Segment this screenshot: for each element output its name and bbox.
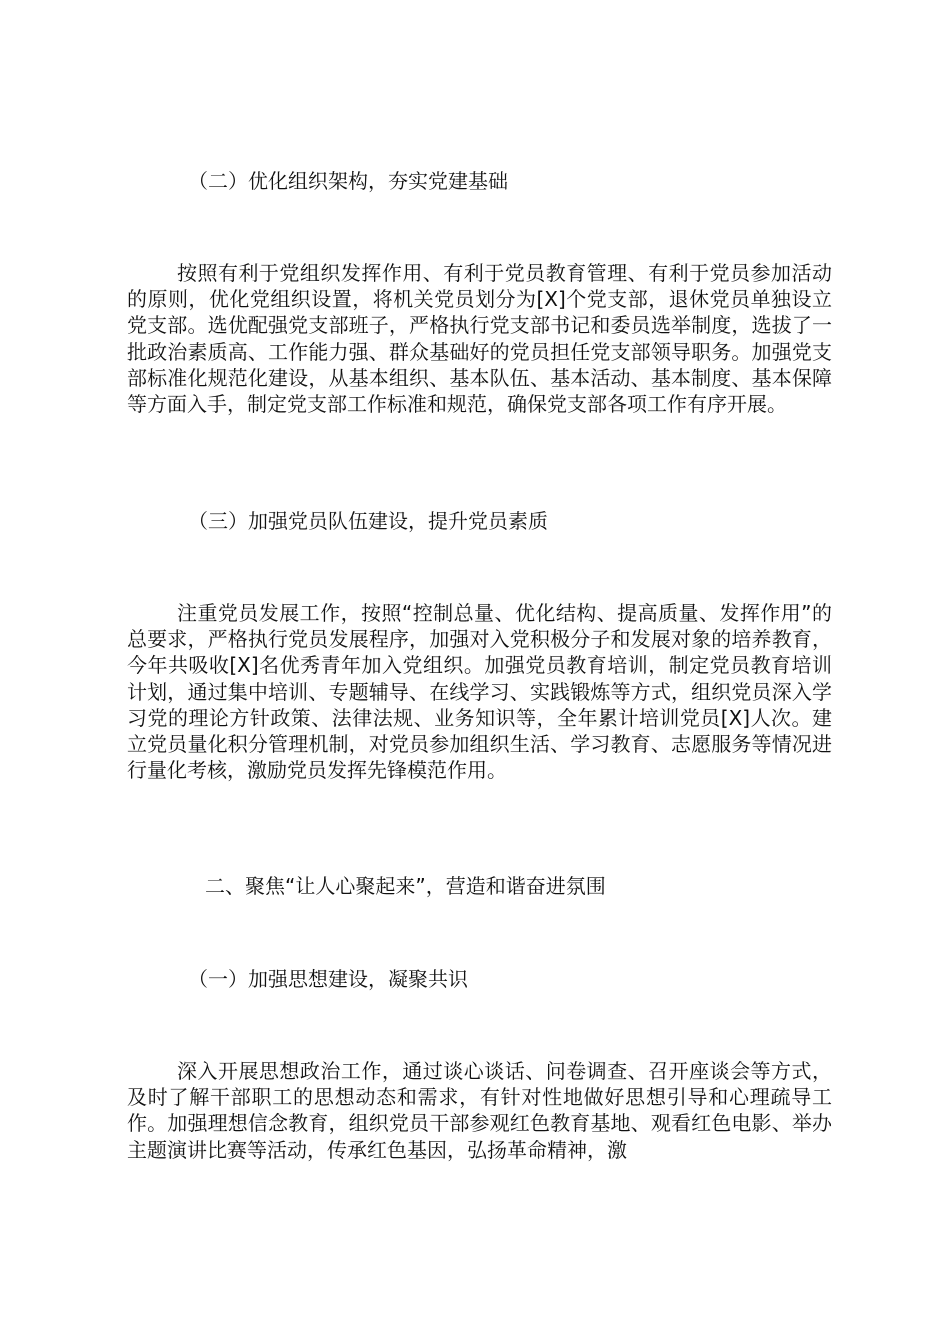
section-paragraph-optimize-organization: 按照有利于党组织发挥作用、有利于党员教育管理、有利于党员参加活动的原则，优化党组织设置，将机关党员划分为[X]个党支部，退休党员单独设立党支部。选优配强党支部班子，严格执行党支部书记和委员选举制度，选拔了一批政治素质高、工作能力强、群众基础好的党员担任党支部领导职务。加强党支部标准化规范化建设，从基本组织、基本队伍、基本活动、基本制度、基本保障等方面入手，制定党支部工作标准和规范，确保党支部各项工作有序开展。 (127, 261, 832, 417)
section-heading-ideological-building: （一）加强思想建设，凝聚共识 (188, 967, 468, 991)
section-paragraph-party-member-team: 注重党员发展工作，按照“控制总量、优化结构、提高质量、发挥作用”的总要求，严格执行党员发展程序，加强对入党积极分子和发展对象的培养教育，今年共吸收[X]名优秀青年加入党组织。加强党员教育培训，制定党员教育培训计划，通过集中培训、专题辅导、在线学习、实践锻炼等方式，组织党员深入学习党的理论方针政策、法律法规、业务知识等，全年累计培训党员[X]人次。建立党员量化积分管理机制，对党员参加组织生活、学习教育、志愿服务等情况进行量化考核，激励党员发挥先锋模范作用。 (127, 601, 832, 783)
section-paragraph-ideological-building: 深入开展思想政治工作，通过谈心谈话、问卷调查、召开座谈会等方式，及时了解干部职工的思想动态和需求，有针对性地做好思想引导和心理疏导工作。加强理想信念教育，组织党员干部参观红色教育基地、观看红色电影、举办主题演讲比赛等活动，传承红色基因，弘扬革命精神，激 (127, 1059, 832, 1162)
chapter-heading-unite-hearts: 二、聚焦“让人心聚起来”，营造和谐奋进氛围 (205, 874, 606, 898)
section-heading-party-member-team: （三）加强党员队伍建设，提升党员素质 (188, 509, 548, 533)
section-heading-optimize-organization: （二）优化组织架构，夯实党建基础 (188, 169, 508, 193)
